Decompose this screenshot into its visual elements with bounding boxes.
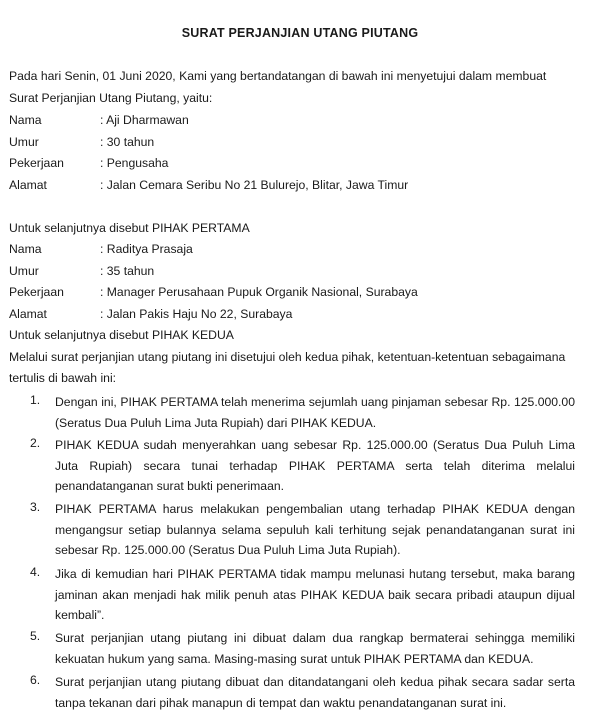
terms-intro-line-2: tertulis di bawah ini: — [9, 371, 117, 385]
field-value: : Raditya Prasaja — [100, 242, 193, 256]
list-item-number: 4. — [30, 565, 41, 579]
list-item-number: 3. — [30, 500, 41, 514]
field-label: Alamat — [9, 178, 47, 192]
party1-job-row — [9, 155, 168, 171]
field-label: Nama — [9, 242, 42, 256]
field-value: : Jalan Cemara Seribu No 21 Bulurejo, Blitar, Jawa Timur — [100, 178, 409, 192]
list-item-text: Jika di kemudian hari PIHAK PERTAMA tidak mampu melunasi hutang tersebut, maka barang jaminan akan menjadi hak milik penuh atas PIHAK KEDUA baik secara pribadi ataupun dijual kembali”. — [55, 567, 575, 622]
party2-age-row — [9, 263, 154, 279]
list-item-text: Surat perjanjian utang piutang ini dibuat dalam dua rangkap bermaterai sehingga memiliki kekuatan hukum yang sama. Masing-masing surat untuk PIHAK PERTAMA dan KEDUA. — [55, 631, 575, 666]
party1-name-row — [9, 112, 189, 128]
field-value: : 30 tahun — [100, 135, 155, 149]
field-value: : Aji Dharmawan — [100, 113, 189, 127]
document-title: SURAT PERJANJIAN UTANG PIUTANG — [181, 26, 419, 40]
list-item-text: PIHAK KEDUA sudah menyerahkan uang sebesar Rp. 125.000.00 (Seratus Dua Puluh Lima Juta Rupiah) secara tunai terhadap PIHAK PERTAMA serta telah diterima melalui penandatanganan surat bukti penerimaan. — [55, 438, 575, 493]
field-label: Nama — [9, 113, 42, 127]
party2-job-row — [9, 284, 418, 300]
party1-address-row — [9, 177, 408, 193]
field-label: Umur — [9, 264, 39, 278]
intro-line-2: Surat Perjanjian Utang Piutang, yaitu: — [9, 91, 213, 105]
field-label: Umur — [9, 135, 39, 149]
terms-intro-line-1: Melalui surat perjanjian utang piutang ini disetujui oleh kedua pihak, ketentuan-ketentuan sebagaimana — [9, 350, 566, 364]
field-value: : Jalan Pakis Haju No 22, Surabaya — [100, 307, 293, 321]
list-item-number: 1. — [30, 393, 41, 407]
party1-designation: Untuk selanjutnya disebut PIHAK PERTAMA — [9, 221, 250, 235]
list-item-text: Surat perjanjian utang piutang dibuat dan ditandatangani oleh kedua pihak secara sadar serta tanpa tekanan dari pihak manapun di tempat dan waktu penandatanganan surat ini. — [55, 675, 575, 710]
field-label: Pekerjaan — [9, 156, 64, 170]
party2-name-row — [9, 241, 193, 257]
intro-line-1: Pada hari Senin, 01 Juni 2020, Kami yang bertandatangan di bawah ini menyetujui dalam membuat — [9, 69, 547, 83]
field-value: : Pengusaha — [100, 156, 169, 170]
field-value: : 35 tahun — [100, 264, 155, 278]
list-item-text: Dengan ini, PIHAK PERTAMA telah menerima sejumlah uang pinjaman sebesar Rp. 125.000.00 (Seratus Dua Puluh Lima Juta Rupiah) dari PIHAK KEDUA. — [55, 395, 575, 430]
field-value: : Manager Perusahaan Pupuk Organik Nasional, Surabaya — [100, 285, 418, 299]
party1-age-row — [9, 134, 154, 150]
field-label: Pekerjaan — [9, 285, 64, 299]
party2-address-row — [9, 306, 292, 322]
party2-designation: Untuk selanjutnya disebut PIHAK KEDUA — [9, 328, 234, 342]
list-item-number: 5. — [30, 629, 41, 643]
list-item-number: 6. — [30, 673, 41, 687]
field-label: Alamat — [9, 307, 47, 321]
list-item-text: PIHAK PERTAMA harus melakukan pengembalian utang terhadap PIHAK KEDUA dengan mengangsur setiap bulannya selama sepuluh kali terhitung sejak penandatanganan surat ini sebesar Rp. 125.000.00 (Seratus Dua Puluh Lima Juta Rupiah). — [55, 502, 575, 557]
list-item-number: 2. — [30, 436, 41, 450]
